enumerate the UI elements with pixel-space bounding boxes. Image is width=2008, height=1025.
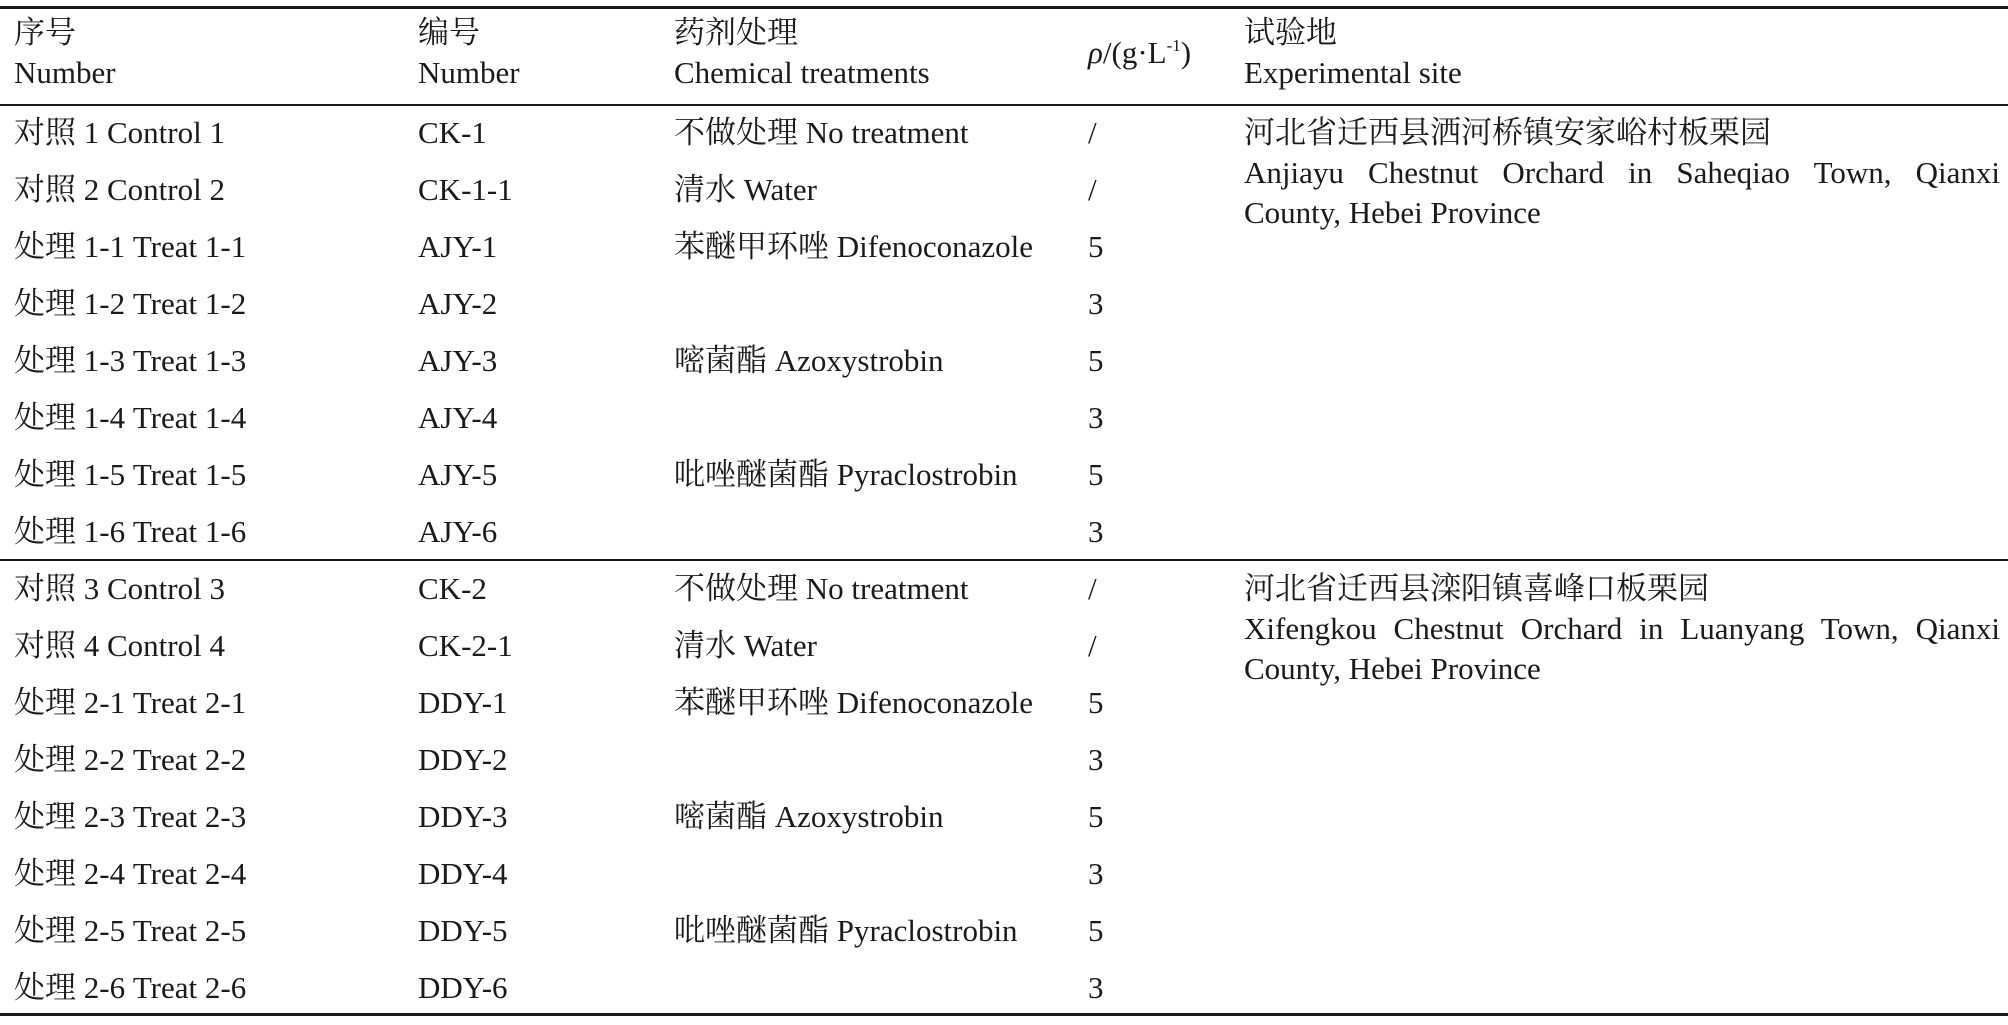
table-row-code: AJY-3 [418,343,498,378]
table-row-rho: 3 [1088,514,1104,549]
table-row-rho: 3 [1088,400,1104,435]
table-row-treatment: 吡唑醚菌酯 Pyraclostrobin [674,457,1018,492]
group-divider-rule [0,559,2008,561]
header-treatment [674,13,930,93]
header-rho-exponent: -1 [1166,36,1181,55]
table-row-seq: 对照 2 Control 2 [14,172,225,207]
header-site [1244,13,1462,93]
table-row-seq: 处理 1-5 Treat 1-5 [14,457,247,492]
table-row-rho: / [1088,628,1097,663]
site-1-en: Anjiayu Chestnut Orchard in Saheqiao Town, Qianxi County, Hebei Province [1244,155,2000,230]
table-row-code: AJY-4 [418,400,498,435]
table-top-rule [0,6,2008,9]
table-row-code: CK-2-1 [418,628,513,663]
table-row-seq: 处理 2-6 Treat 2-6 [14,970,247,1005]
table-row-seq: 处理 2-4 Treat 2-4 [14,856,247,891]
table-row-seq: 处理 2-3 Treat 2-3 [14,799,247,834]
table-row-seq: 处理 1-2 Treat 1-2 [14,286,247,321]
table-row-rho: 5 [1088,685,1104,720]
table-row-code: AJY-2 [418,286,498,321]
header-rule [0,104,2008,106]
table-row-code: AJY-6 [418,514,498,549]
header-site-en: Experimental site [1244,55,1462,90]
table-row-rho: / [1088,115,1097,150]
table-row-code: DDY-4 [418,856,508,891]
header-rho-close: ) [1180,35,1192,70]
table-row-treatment: 苯醚甲环唑 Difenoconazole [674,685,1033,720]
table-row-rho: 3 [1088,742,1104,777]
header-rho-symbol: ρ [1088,35,1103,70]
header-rho [1088,33,1191,78]
header-seq [14,13,116,93]
header-treatment-cn: 药剂处理 [674,15,798,50]
table-row-seq: 处理 1-3 Treat 1-3 [14,343,247,378]
header-seq-cn: 序号 [14,15,76,50]
table-row-seq: 处理 2-1 Treat 2-1 [14,685,247,720]
table-bottom-rule [0,1013,2008,1016]
table-row-rho: 5 [1088,343,1104,378]
table-row-seq: 处理 1-6 Treat 1-6 [14,514,247,549]
table-row-rho: / [1088,172,1097,207]
table-row-treatment: 清水 Water [674,172,817,207]
table-row-treatment: 不做处理 No treatment [674,571,969,606]
table-row-seq: 处理 2-5 Treat 2-5 [14,913,247,948]
table-row-code: CK-1-1 [418,172,513,207]
header-code-cn: 编号 [418,15,480,50]
table-row-treatment: 不做处理 No treatment [674,115,969,150]
table-row-seq: 对照 4 Control 4 [14,628,225,663]
header-site-cn: 试验地 [1244,15,1337,50]
table-row-treatment: 嘧菌酯 Azoxystrobin [674,799,944,834]
table-row-seq: 对照 3 Control 3 [14,571,225,606]
site-2 [1244,569,2000,689]
site-2-en: Xifengkou Chestnut Orchard in Luanyang Town, Qianxi County, Hebei Province [1244,611,2000,686]
table-row-rho: 3 [1088,970,1104,1005]
table-row-treatment: 吡唑醚菌酯 Pyraclostrobin [674,913,1018,948]
table-row-rho: 5 [1088,799,1104,834]
table-row-code: CK-1 [418,115,487,150]
table-row-rho: 5 [1088,913,1104,948]
table-row-code: DDY-3 [418,799,508,834]
table-row-code: DDY-1 [418,685,508,720]
table-row-code: AJY-5 [418,457,498,492]
table-row-rho: 3 [1088,856,1104,891]
header-treatment-en: Chemical treatments [674,55,930,90]
site-1 [1244,113,2000,233]
table-row-code: DDY-5 [418,913,508,948]
header-rho-unit: /(g·L [1102,35,1167,70]
table-row-seq: 对照 1 Control 1 [14,115,225,150]
table-row-rho: / [1088,571,1097,606]
table-row-rho: 3 [1088,286,1104,321]
table-row-code: DDY-2 [418,742,508,777]
table-row-treatment: 清水 Water [674,628,817,663]
table-row-seq: 处理 2-2 Treat 2-2 [14,742,247,777]
site-2-cn: 河北省迁西县滦阳镇喜峰口板栗园 [1244,571,1709,606]
header-code-en: Number [418,55,520,90]
table-row-treatment: 苯醚甲环唑 Difenoconazole [674,229,1033,264]
table-row-seq: 处理 1-1 Treat 1-1 [14,229,247,264]
site-1-cn: 河北省迁西县洒河桥镇安家峪村板栗园 [1244,115,1771,150]
table-row-code: DDY-6 [418,970,508,1005]
header-seq-en: Number [14,55,116,90]
header-code [418,13,520,93]
table-row-code: CK-2 [418,571,487,606]
table-row-seq: 处理 1-4 Treat 1-4 [14,400,247,435]
table-row-code: AJY-1 [418,229,498,264]
table-row-treatment: 嘧菌酯 Azoxystrobin [674,343,944,378]
table-row-rho: 5 [1088,229,1104,264]
table-row-rho: 5 [1088,457,1104,492]
